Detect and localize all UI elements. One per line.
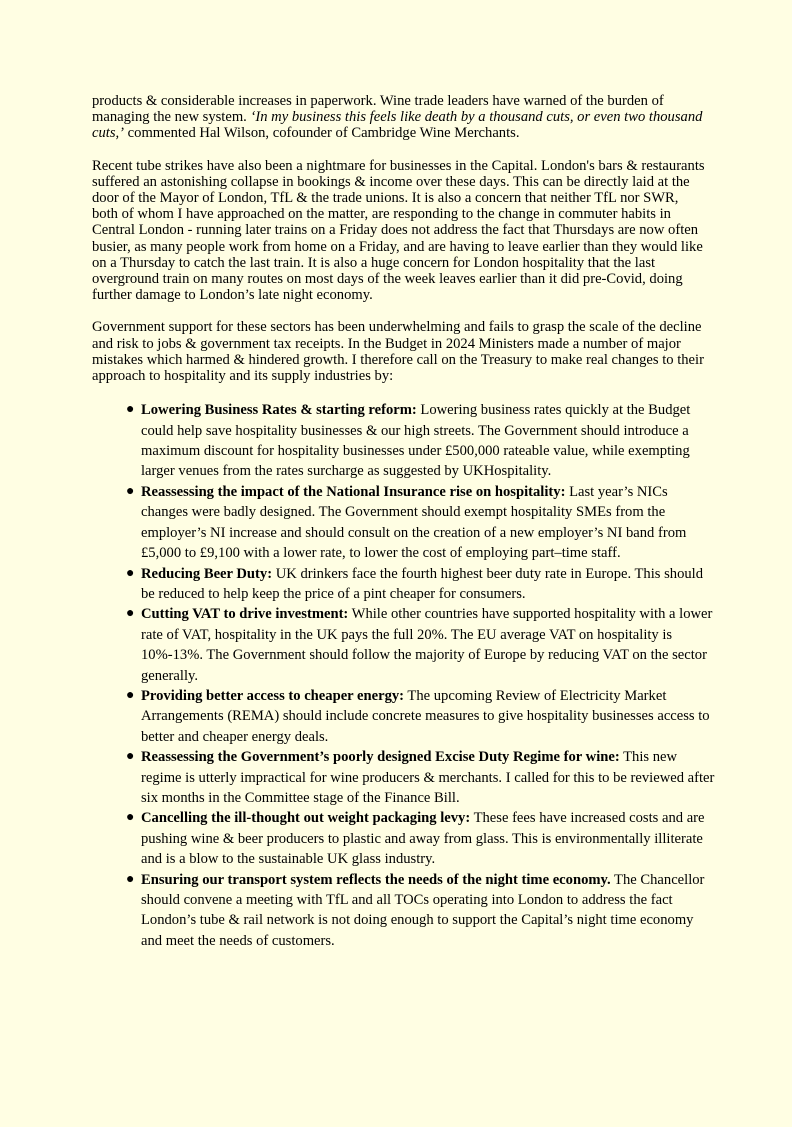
- bullet-text: While other countries have supported hospitality with a lower rate of VAT, hospitality in the UK pays the full 20%. The EU average VAT on hospitality is 10%-13%. The Government should follow the majority of Europe by reducing VAT on the sector generally.: [141, 606, 713, 684]
- bullet-item-vat: [126, 604, 715, 686]
- bullet-heading: Reducing Beer Duty:: [141, 565, 273, 582]
- paragraph-text: commented Hal Wilson, cofounder of Cambridge Wine Merchants.: [124, 125, 520, 142]
- bullet-heading: Lowering Business Rates & starting reform:: [141, 402, 417, 419]
- bullet-heading: Cutting VAT to drive investment:: [141, 606, 349, 623]
- hal-wilson-quote: ‘In my business this feels like death by a thousand cuts, or even two thousand cuts,’: [92, 109, 703, 142]
- bullet-icon: ●: [126, 749, 135, 765]
- bullet-text: The upcoming Review of Electricity Market Arrangements (REMA) should include concrete measures to give hospitality businesses access to better and cheaper energy deals.: [141, 687, 710, 745]
- bullet-heading: Reassessing the impact of the National Insurance rise on hospitality:: [141, 483, 566, 500]
- bullet-item-transport: [126, 870, 715, 952]
- bullet-text: UK drinkers face the fourth highest beer duty rate in Europe. This should be reduced to help keep the price of a pint cheaper for consumers.: [141, 565, 704, 602]
- policy-bullet-list: [92, 400, 715, 951]
- bullet-text: The Chancellor should convene a meeting with TfL and all TOCs operating into London to address the fact London’s tube & rail network is not doing enough to support the Capital’s night time economy and meet the needs of customers.: [141, 871, 705, 949]
- document-page: [92, 93, 715, 951]
- bullet-icon: ●: [126, 871, 135, 887]
- paragraph-tube-strikes: Recent tube strikes have also been a nightmare for businesses in the Capital. London's bars & restaurants suffered an astonishing collapse in bookings & income over these days. This can be directly laid at the door of the Mayor of London, TfL & the trade unions. It is also a concern that neither TfL nor SWR, both of whom I have approached on the matter, are responding to the change in commuter habits in Central London - running later trains on a Friday does not address the fact that Thursdays are now often busier, as many people work from home on a Friday, and are having to leave earlier than they would like on a Thursday to catch the last train. It is also a huge concern for London hospitality that the last overground train on many routes on most days of the week leaves earlier than it did pre-Covid, doing further damage to London’s late night economy.: [92, 157, 705, 304]
- bullet-item-energy: [126, 686, 715, 747]
- paragraph-government-support: Government support for these sectors has been underwhelming and fails to grasp the scale of the decline and risk to jobs & government tax receipts. In the Budget in 2024 Ministers made a number of major mistakes which harmed & hindered growth. I therefore call on the Treasury to make real changes to their approach to hospitality and its supply industries by:: [92, 319, 704, 385]
- bullet-item-packaging-levy: [126, 808, 715, 869]
- bullet-icon: ●: [126, 687, 135, 703]
- bullet-item-business-rates: [126, 400, 715, 482]
- bullet-icon: ●: [126, 402, 135, 418]
- bullet-heading: Providing better access to cheaper energy:: [141, 687, 405, 704]
- bullet-icon: ●: [126, 565, 135, 581]
- bullet-text: Lowering business rates quickly at the Budget could help save hospitality businesses & our high streets. The Government should introduce a maximum discount for hospitality businesses under £500,000 rateable value, while exempting larger venues from the rates surcharge as suggested by UKHospitality.: [141, 402, 691, 480]
- bullet-heading: Ensuring our transport system reflects the needs of the night time economy.: [141, 871, 611, 888]
- bullet-icon: ●: [126, 810, 135, 826]
- paragraph-text: products & considerable increases in paperwork. Wine trade leaders have warned of the burden of managing the new system.: [92, 93, 664, 126]
- bullet-icon: ●: [126, 606, 135, 622]
- bullet-item-national-insurance: [126, 482, 715, 564]
- bullet-text: These fees have increased costs and are pushing wine & beer producers to plastic and away from glass. This is environmentally illiterate and is a blow to the sustainable UK glass industry.: [141, 810, 705, 868]
- bullet-text: This new regime is utterly impractical for wine producers & merchants. I called for this to be reviewed after six months in the Committee stage of the Finance Bill.: [141, 749, 715, 806]
- bullet-icon: ●: [126, 483, 135, 499]
- bullet-heading: Cancelling the ill-thought out weight packaging levy:: [141, 810, 471, 827]
- paragraph-wine-trade: [92, 93, 707, 142]
- bullet-item-excise-duty: [126, 747, 715, 808]
- bullet-heading: Reassessing the Government’s poorly designed Excise Duty Regime for wine:: [141, 749, 620, 766]
- bullet-item-beer-duty: [126, 564, 715, 605]
- bullet-text: Last year’s NICs changes were badly designed. The Government should exempt hospitality SMEs from the employer’s NI increase and should consult on the creation of a new employer’s NI band from £5,000 to £9,100 with a lower rate, to lower the cost of employing part–time staff.: [141, 483, 687, 562]
